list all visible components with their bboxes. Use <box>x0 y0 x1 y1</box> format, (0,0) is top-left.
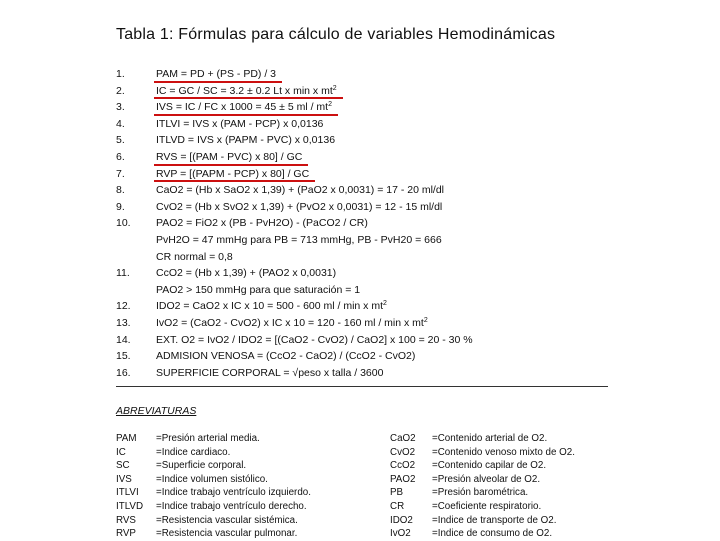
abbreviation-key: IC <box>116 446 126 458</box>
formula-number: 15. <box>116 350 131 363</box>
abbreviation-row <box>390 486 575 500</box>
formula-expression: CcO2 = (Hb x 1,39) + (PAO2 x 0,0031) <box>156 267 337 280</box>
abbreviation-row <box>116 527 311 541</box>
formula-number: 3. <box>116 101 125 114</box>
abbreviation-key: RVS <box>116 514 136 526</box>
formula-number: 10. <box>116 217 131 230</box>
formula-number: 5. <box>116 134 125 147</box>
abbreviation-key: PB <box>390 487 404 499</box>
formula-expression: CaO2 = (Hb x SaO2 x 1,39) + (PaO2 x 0,0031) = 17 - 20 ml/dl <box>156 184 445 197</box>
formula-continuation: PvH2O = 47 mmHg para PB = 713 mmHg, PB - PvH20 = 666 <box>156 233 442 246</box>
abbreviation-definition: =Presión alveolar de O2. <box>432 473 541 485</box>
formula-row <box>116 83 473 100</box>
formula-number: 8. <box>116 184 125 197</box>
formula-text <box>156 332 473 349</box>
formula-expression: PAO2 = FiO2 x (PB - PvH2O) - (PaCO2 / CR) <box>156 217 368 230</box>
formula-row <box>116 298 473 315</box>
abbreviation-definition: =Indice volumen sistólico. <box>156 473 268 485</box>
formula-row <box>116 265 473 282</box>
formula-continuation: PAO2 > 150 mmHg para que saturación = 1 <box>156 283 361 296</box>
abbreviation-row <box>390 473 575 487</box>
formula-row <box>116 348 473 365</box>
formula-expression: ITLVI = IVS x (PAM - PCP) x 0,0136 <box>156 117 324 130</box>
abbreviation-row <box>390 432 575 446</box>
formula-expression: PAM = PD + (PS - PD) / 3 <box>156 68 277 80</box>
abbreviation-definition: =Indice de consumo de O2. <box>432 528 553 540</box>
abbreviation-key: ITLVD <box>116 500 144 512</box>
divider <box>116 386 608 387</box>
formula-text <box>156 199 442 216</box>
abbreviation-definition: =Contenido venoso mixto de O2. <box>432 446 575 458</box>
formula-row <box>116 332 473 349</box>
formula-row <box>116 365 473 382</box>
abbreviation-definition: =Superficie corporal. <box>156 460 247 472</box>
formula-text <box>156 132 335 149</box>
abbreviation-row <box>116 486 311 500</box>
abbreviation-row <box>116 473 311 487</box>
abbreviation-definition: =Contenido arterial de O2. <box>432 433 548 444</box>
formula-row <box>116 166 473 183</box>
abbreviation-key: PAM <box>116 433 137 444</box>
formula-row <box>116 182 473 199</box>
formula-text <box>156 66 276 83</box>
formula-expression: IC = GC / SC = 3.2 ± 0.2 Lt x min x mt <box>156 84 333 97</box>
formula-expression: IvO2 = (CaO2 - CvO2) x IC x 10 = 120 - 160 ml / min x mt <box>156 316 424 329</box>
abbreviation-definition: =Contenido capilar de O2. <box>432 460 547 472</box>
abbreviation-row <box>116 459 311 473</box>
formula-row <box>116 132 473 149</box>
formula-continuation: CR normal = 0,8 <box>156 250 233 263</box>
formula-row <box>116 315 473 332</box>
formula-row <box>116 199 473 216</box>
formula-text <box>156 215 368 232</box>
formula-superscript: 2 <box>383 300 387 308</box>
formula-superscript: 2 <box>328 101 332 109</box>
formula-expression: ITLVD = IVS x (PAPM - PVC) x 0,0136 <box>156 134 336 147</box>
abbreviation-key: SC <box>116 460 130 472</box>
formula-text <box>156 116 323 133</box>
formula-number: 16. <box>116 366 131 379</box>
abbreviation-definition: =Indice de transporte de O2. <box>432 514 557 526</box>
abbreviation-definition: =Indice trabajo ventrículo izquierdo. <box>156 487 311 499</box>
formula-expression: CvO2 = (Hb x SvO2 x 1,39) + (PvO2 x 0,0031) = 12 - 15 ml/dl <box>156 200 443 213</box>
formula-number: 4. <box>116 117 125 130</box>
formula-text <box>156 348 415 365</box>
abbreviation-key: CcO2 <box>390 460 416 472</box>
abbreviation-key: IDO2 <box>390 514 413 526</box>
formula-row <box>116 66 473 83</box>
formula-expression: SUPERFICIE CORPORAL = √peso x talla / 3600 <box>156 366 384 379</box>
formula-number: 1. <box>116 68 125 80</box>
abbreviation-key: RVP <box>116 528 136 540</box>
formula-expression: EXT. O2 = IvO2 / IDO2 = [(CaO2 - CvO2) / CaO2] x 100 = 20 - 30 % <box>156 333 473 346</box>
formula-text <box>156 83 337 100</box>
formula-row <box>116 99 473 116</box>
formula-superscript: 2 <box>332 84 337 92</box>
formula-expression: IVS = IC / FC x 1000 = 45 ± 5 ml / mt <box>156 101 329 114</box>
abbreviation-key: CvO2 <box>390 446 416 458</box>
abbreviation-row <box>390 527 575 541</box>
formula-number: 11. <box>116 267 130 280</box>
abbreviation-definition: =Indice cardiaco. <box>156 446 231 458</box>
abbreviation-definition: =Resistencia vascular sistémica. <box>156 514 298 526</box>
formula-number: 6. <box>116 150 125 163</box>
abbreviation-definition: =Indice trabajo ventrículo derecho. <box>156 500 307 512</box>
formula-row <box>116 215 473 232</box>
formula-expression: RVS = [(PAM - PVC) x 80] / GC <box>156 150 303 163</box>
formula-text <box>156 365 383 382</box>
formula-text <box>156 99 332 116</box>
formula-text <box>156 182 444 199</box>
abbreviations-left-column <box>116 432 311 541</box>
formula-number: 2. <box>116 84 125 97</box>
abbreviation-key: PAO2 <box>390 473 416 485</box>
abbreviation-row <box>116 500 311 514</box>
abbreviation-row <box>116 446 311 460</box>
abbreviation-row <box>390 459 575 473</box>
formula-number: 7. <box>116 167 125 180</box>
formula-list <box>116 66 473 381</box>
abbreviation-definition: =Presión arterial media. <box>156 433 260 444</box>
abbreviation-definition: =Coeficiente respiratorio. <box>432 500 542 512</box>
abbreviation-row <box>116 432 311 446</box>
formula-text <box>156 166 309 183</box>
abbreviations-heading: ABREVIATURAS <box>116 405 197 417</box>
formula-expression: ADMISION VENOSA = (CcO2 - CaO2) / (CcO2 - CvO2) <box>156 350 416 363</box>
abbreviations-right-column <box>390 432 575 541</box>
abbreviation-row <box>390 514 575 528</box>
table-title: Tabla 1: Fórmulas para cálculo de variables Hemodinámicas <box>116 26 556 43</box>
abbreviation-key: CR <box>390 500 405 512</box>
formula-number: 14. <box>116 333 131 346</box>
abbreviation-definition: =Resistencia vascular pulmonar. <box>156 528 298 540</box>
formula-row <box>116 149 473 166</box>
abbreviation-definition: =Presión barométrica. <box>432 487 529 499</box>
formula-text <box>156 149 302 166</box>
abbreviation-row <box>390 446 575 460</box>
abbreviation-row <box>390 500 575 514</box>
formula-expression: RVP = [(PAPM - PCP) x 80] / GC <box>156 167 310 180</box>
formula-number: 13. <box>116 316 131 329</box>
formula-number: 12. <box>116 300 131 313</box>
formula-number: 9. <box>116 200 125 213</box>
abbreviation-key: IvO2 <box>390 528 411 540</box>
formula-text <box>156 265 336 282</box>
formula-expression: IDO2 = CaO2 x IC x 10 = 500 - 600 ml / min x mt <box>156 300 384 313</box>
abbreviation-key: CaO2 <box>390 433 416 444</box>
abbreviation-key: ITLVI <box>116 487 139 499</box>
formula-text <box>156 315 428 332</box>
abbreviation-key: IVS <box>116 473 132 485</box>
formula-superscript: 2 <box>423 316 428 324</box>
abbreviation-row <box>116 514 311 528</box>
formula-text <box>156 298 387 315</box>
formula-row <box>116 116 473 133</box>
